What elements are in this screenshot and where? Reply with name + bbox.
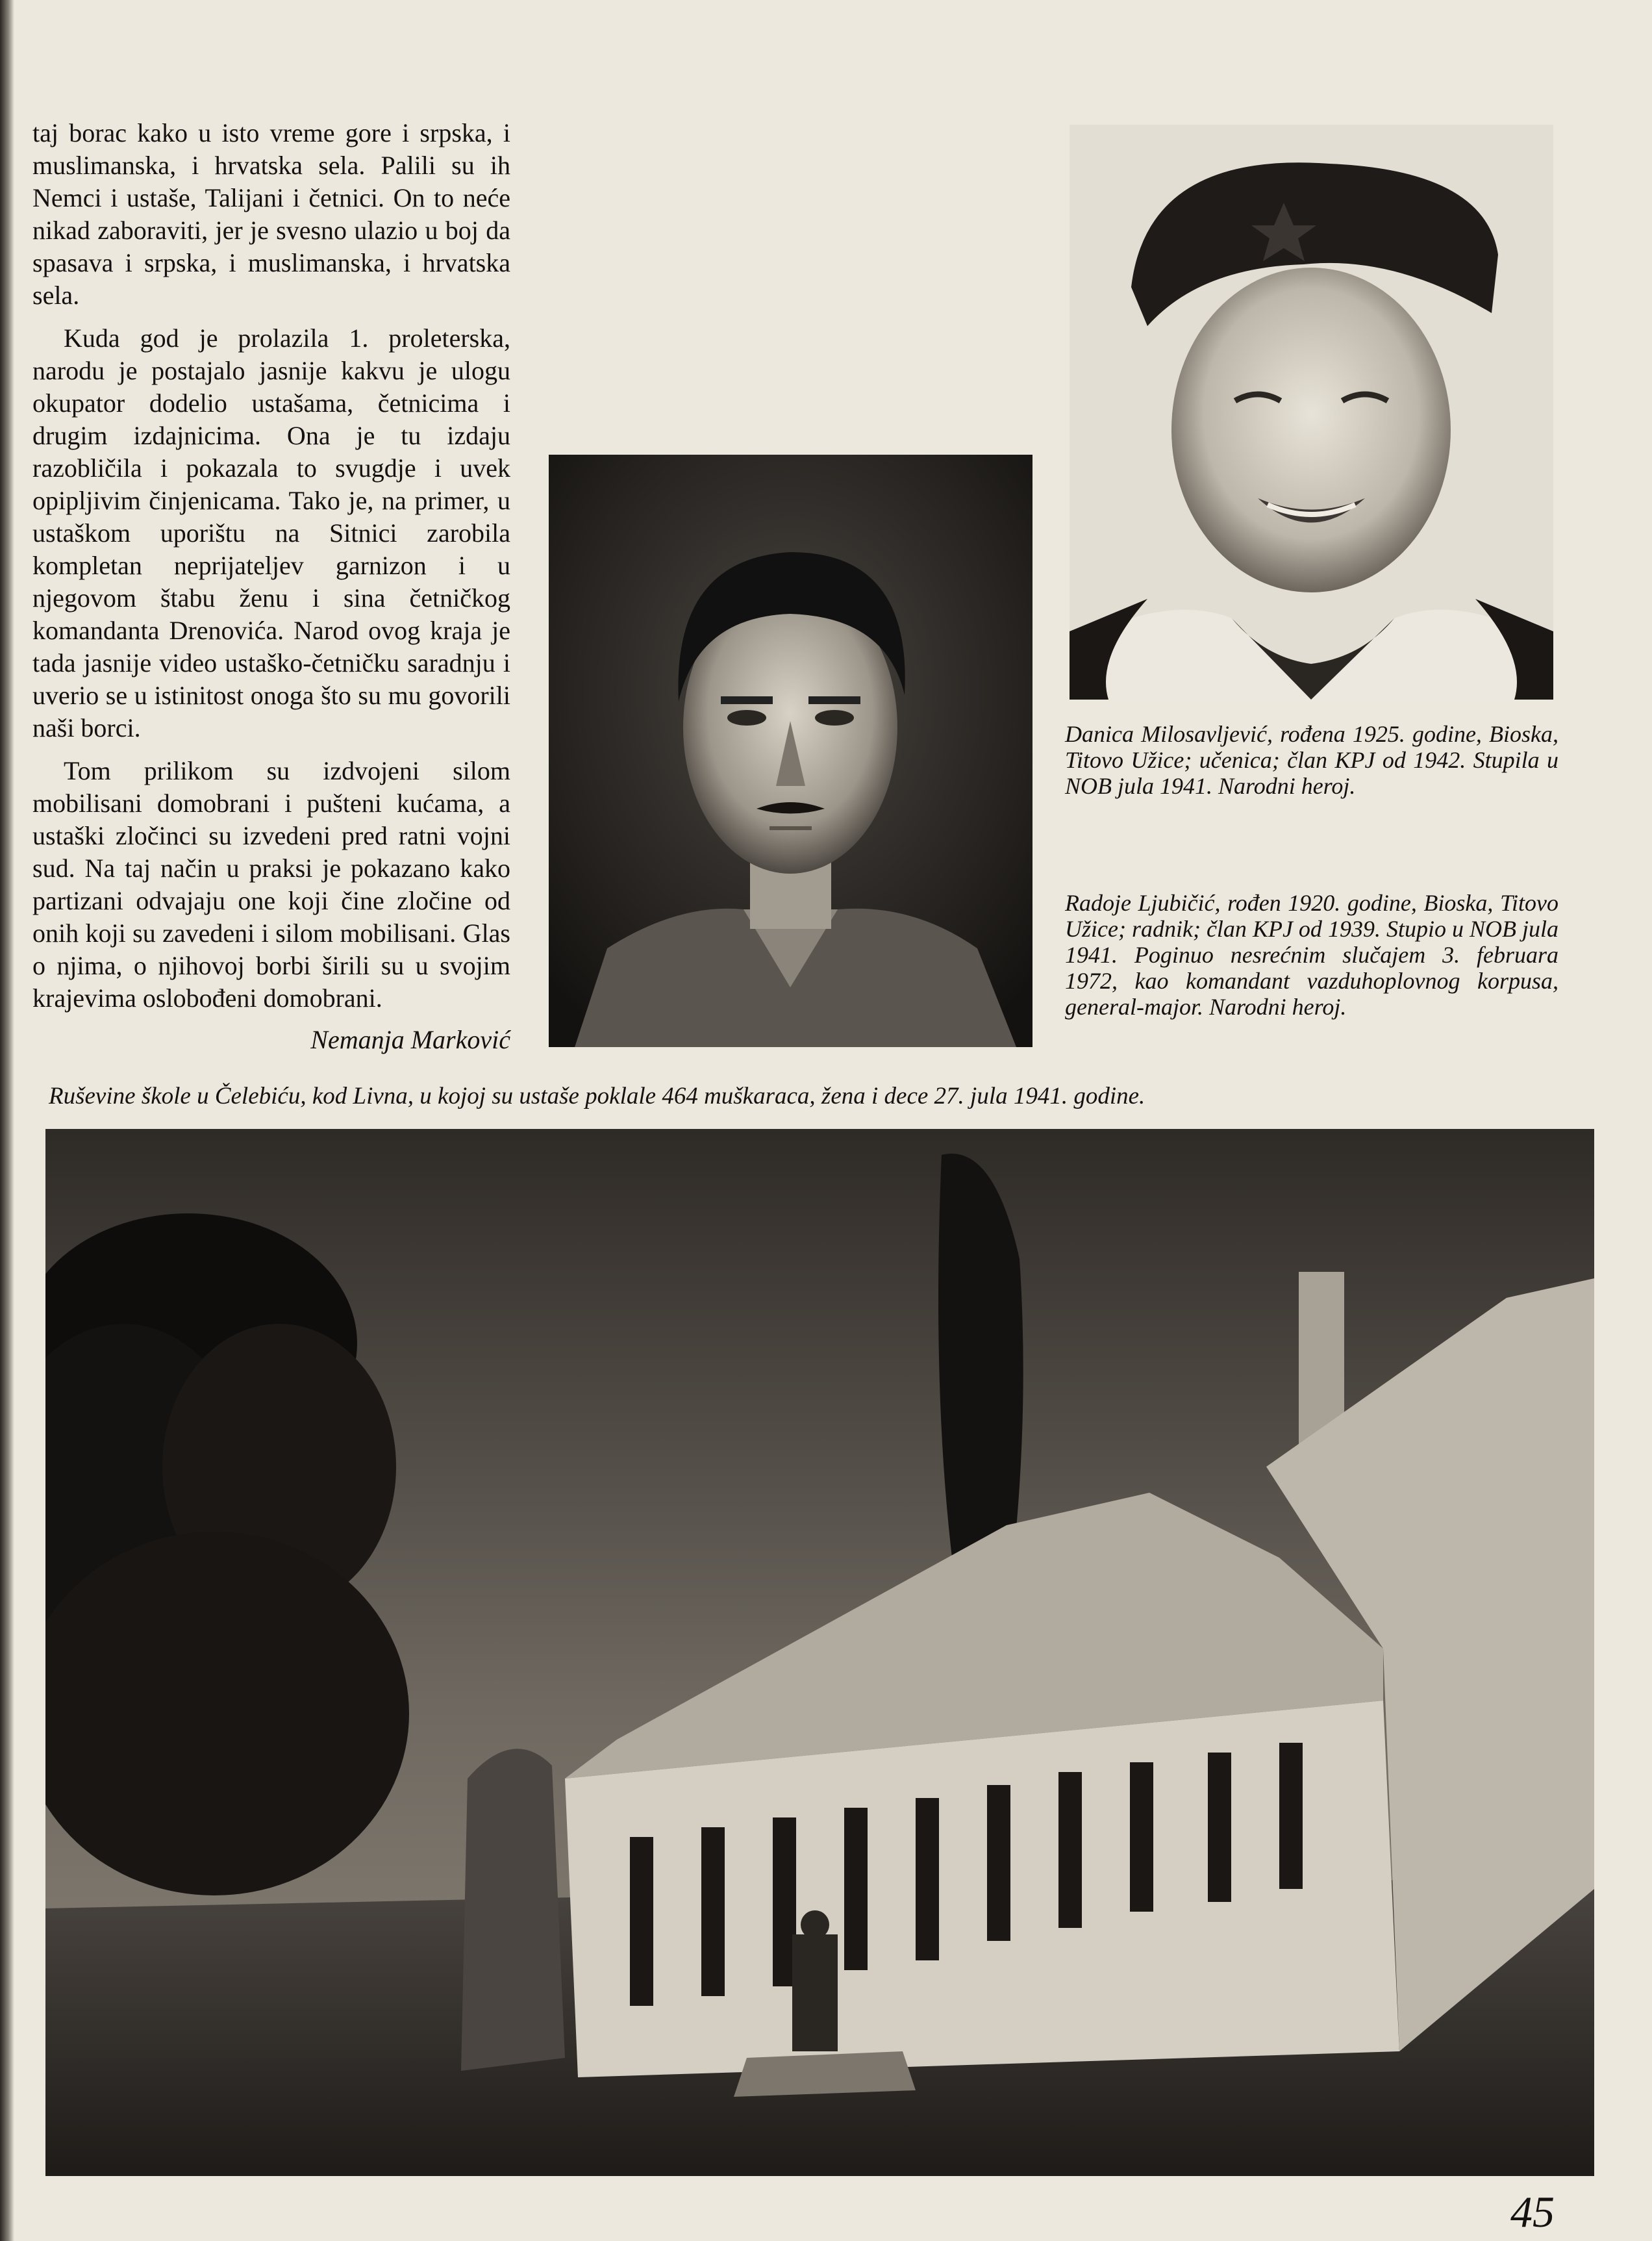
article-paragraph-1: taj borac kako u isto vreme gore i srpska, i muslimanska, i hrvatska sela. Palili su ih Nemci i ustaše, Talijani i četnici. On to neće nikad zaboraviti, jer je svesno ulazio u boj da spasava i srpska, i muslimanska, i hrvatska sela. [32, 118, 510, 310]
caption-danica: Danica Milosavljević, rođena 1925. godine, Bioska, Titovo Užice; učenica; član KPJ od 1942. Stupila u NOB jula 1941. Narodni heroj. [1065, 721, 1558, 799]
article-text-column [32, 117, 510, 1056]
portrait-radoje-ljubicic [549, 455, 1032, 1047]
article-paragraph-2: Kuda god je prolazila 1. proleterska, narodu je postajalo jasnije kakvu je ulogu okupator dodelio ustašama, četnicima i drugim izdajnicima. Ona je tu izdaju razobličila i pokazala to svugdje i uvek opipljivim činjenicama. Tako je, na primer, u ustaškom uporištu na Sitnici zarobila kompletan neprijateljev garnizon i u njegovom štabu ženu i sina četničkog komandanta Drenovića. Narod ovog kraja je tada jasnije video ustaško-četničku saradnju i uverio se u istinitost onoga što su mu govorili naši borci. [32, 323, 510, 742]
article-author: Nemanja Marković [310, 1025, 510, 1054]
caption-ruins: Ruševine škole u Čelebiću, kod Livna, u kojoj su ustaše poklale 464 muškaraca, žena i dece 27. jula 1941. godine. [49, 1083, 1145, 1109]
page-number: 45 [1510, 2187, 1555, 2236]
photo-school-ruins-celebic [45, 1129, 1594, 2176]
portrait-danica-milosavljevic [1070, 125, 1553, 700]
article-paragraph-3: Tom prilikom su izdvojeni silom mobilisani domobrani i pušteni kućama, a ustaški zločinci su izvedeni pred ratni vojni sud. Na taj način u praksi je pokazano kako partizani odvajaju one koji čine zločine od onih koji su zavedeni i silom mobilisani. Glas o njima, o njihovoj borbi širili su u svojim krajevima oslobođeni domobrani. [32, 756, 510, 1013]
book-spine-edge [0, 0, 14, 2241]
caption-radoje: Radoje Ljubičić, rođen 1920. godine, Bioska, Titovo Užice; radnik; član KPJ od 1939. Stupio u NOB jula 1941. Poginuo nesrećnim slučajem 3. februara 1972, kao komandant vazduhoplovnog korpusa, general-major. Narodni heroj. [1065, 890, 1558, 1020]
